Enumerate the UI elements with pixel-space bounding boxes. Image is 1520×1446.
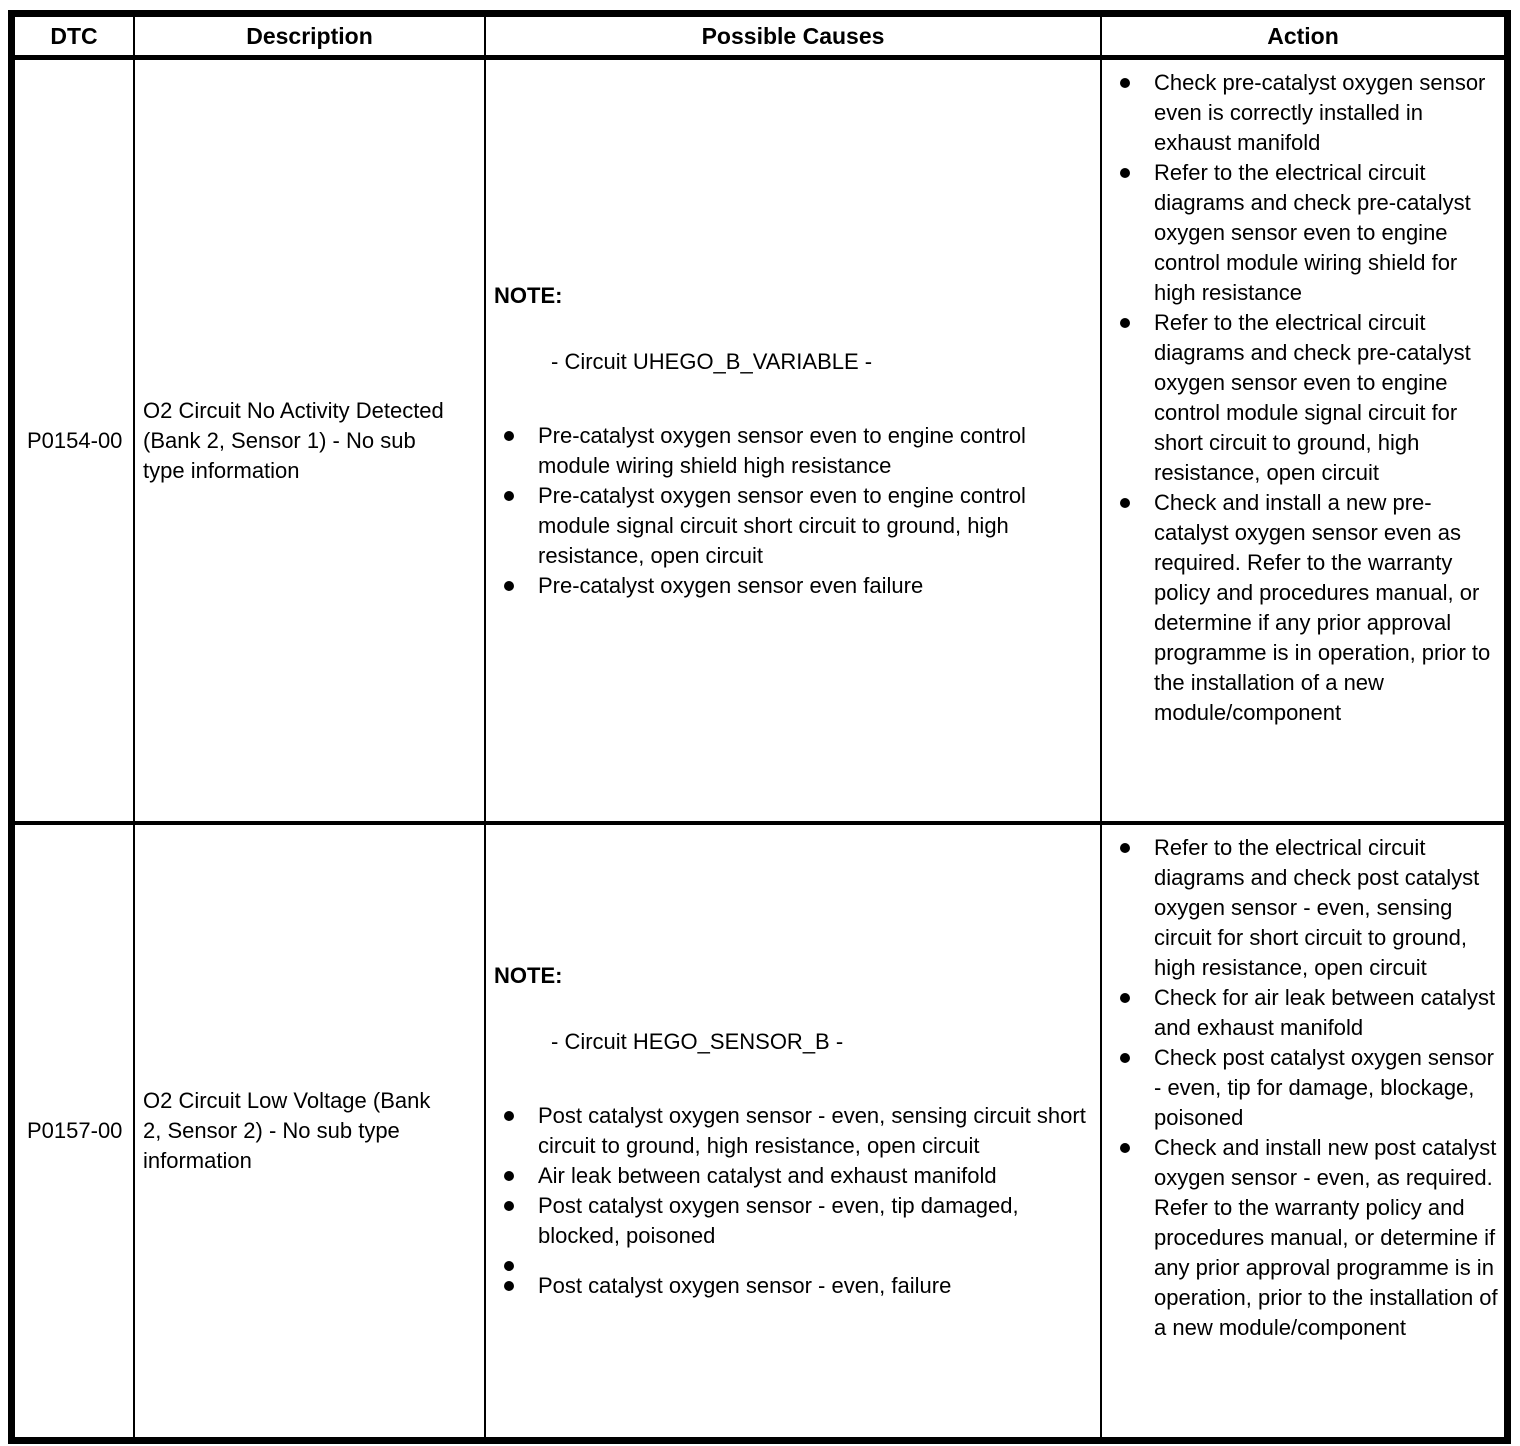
note-label: NOTE: (494, 282, 563, 308)
cause-text: Pre-catalyst oxygen sensor even failure (538, 572, 924, 598)
list-item (494, 571, 1090, 601)
col-header-possible-causes: Possible Causes (486, 17, 1102, 60)
description-cell (135, 825, 486, 1437)
col-header-action: Action (1102, 17, 1504, 60)
bullet-icon (1120, 1143, 1130, 1153)
action-text: Refer to the electrical circuit diagrams and check pre-catalyst oxygen sensor even to engine control module wiring shield for high resistance (1154, 160, 1471, 305)
action-text: Check post catalyst oxygen sensor - even, tip for damage, blockage, poisoned (1154, 1045, 1494, 1130)
list-item (1116, 158, 1498, 308)
possible-causes-cell (486, 60, 1102, 825)
dtc-code: P0154-00 (15, 60, 135, 825)
dtc-code: P0157-00 (15, 825, 135, 1437)
description-cell (135, 60, 486, 825)
action-cell (1102, 60, 1504, 825)
note-label: NOTE: (494, 963, 563, 988)
list-item (1116, 308, 1498, 488)
list-item (1116, 68, 1498, 158)
bullet-icon (1120, 843, 1130, 853)
bullet-icon (1120, 318, 1130, 328)
list-item (494, 1191, 1090, 1251)
list-item (1116, 1133, 1498, 1343)
causes-list (494, 1101, 1090, 1301)
actions-list (1116, 833, 1498, 1343)
list-item (494, 1271, 1090, 1301)
list-item (1116, 488, 1498, 728)
cause-text: Post catalyst oxygen sensor - even, tip damaged, blocked, poisoned (538, 1193, 1019, 1248)
bullet-icon (1120, 168, 1130, 178)
bullet-icon (1120, 1053, 1130, 1063)
cause-text: Air leak between catalyst and exhaust manifold (538, 1163, 997, 1188)
list-item (494, 481, 1090, 571)
action-text: Check and install a new pre-catalyst oxygen sensor even as required. Refer to the warranty policy and procedures manual, or determine if any prior approval programme is in operation, prior to the installation of a new module/component (1154, 490, 1491, 725)
bullet-icon (1120, 498, 1130, 508)
bullet-icon (504, 581, 514, 591)
col-header-description: Description (135, 17, 486, 60)
action-text: Check for air leak between catalyst and exhaust manifold (1154, 985, 1496, 1040)
action-text: Refer to the electrical circuit diagrams and check pre-catalyst oxygen sensor even to engine control module signal circuit for short circuit to ground, high resistance, open circuit (1154, 310, 1471, 485)
bullet-icon (504, 431, 514, 441)
action-text: Check pre-catalyst oxygen sensor even is correctly installed in exhaust manifold (1154, 70, 1486, 155)
action-text: Check and install new post catalyst oxygen sensor - even, as required. Refer to the warranty policy and procedures manual, or determine if any prior approval programme is in operation, prior to the installation of a new module/component (1154, 1135, 1498, 1340)
list-item (494, 1161, 1090, 1191)
bullet-icon (504, 1171, 514, 1181)
bullet-icon (504, 1281, 514, 1291)
list-item (1116, 983, 1498, 1043)
dtc-table (8, 10, 1511, 1444)
list-item (494, 421, 1090, 481)
action-cell (1102, 825, 1504, 1437)
bullet-icon (504, 1111, 514, 1121)
list-item (1116, 833, 1498, 983)
cause-text: Post catalyst oxygen sensor - even, sensing circuit short circuit to ground, high resistance, open circuit (538, 1103, 1086, 1158)
cause-text: Pre-catalyst oxygen sensor even to engine control module wiring shield high resistance (538, 422, 1026, 478)
cause-text: Pre-catalyst oxygen sensor even to engine control module signal circuit short circuit to ground, high resistance, open circuit (538, 482, 1026, 568)
description-text: O2 Circuit Low Voltage (Bank 2, Sensor 2) - No sub type information (143, 1088, 431, 1173)
note-circuit: - Circuit HEGO_SENSOR_B - (551, 1029, 844, 1054)
actions-list (1116, 68, 1498, 728)
bullet-icon (504, 1201, 514, 1211)
list-item (494, 1251, 1090, 1271)
description-text: O2 Circuit No Activity Detected (Bank 2, Sensor 1) - No sub type information (143, 397, 444, 483)
bullet-icon (504, 491, 514, 501)
col-header-dtc: DTC (15, 17, 135, 60)
bullet-icon (504, 1261, 514, 1271)
action-text: Refer to the electrical circuit diagrams and check post catalyst oxygen sensor - even, sensing circuit for short circuit to ground, high resistance, open circuit (1154, 835, 1480, 980)
note-circuit: - Circuit UHEGO_B_VARIABLE - (551, 348, 873, 374)
cause-text: Post catalyst oxygen sensor - even, failure (538, 1273, 952, 1298)
bullet-icon (1120, 993, 1130, 1003)
bullet-icon (1120, 78, 1130, 88)
causes-list (494, 421, 1090, 601)
list-item (494, 1101, 1090, 1161)
possible-causes-cell (486, 825, 1102, 1437)
list-item (1116, 1043, 1498, 1133)
